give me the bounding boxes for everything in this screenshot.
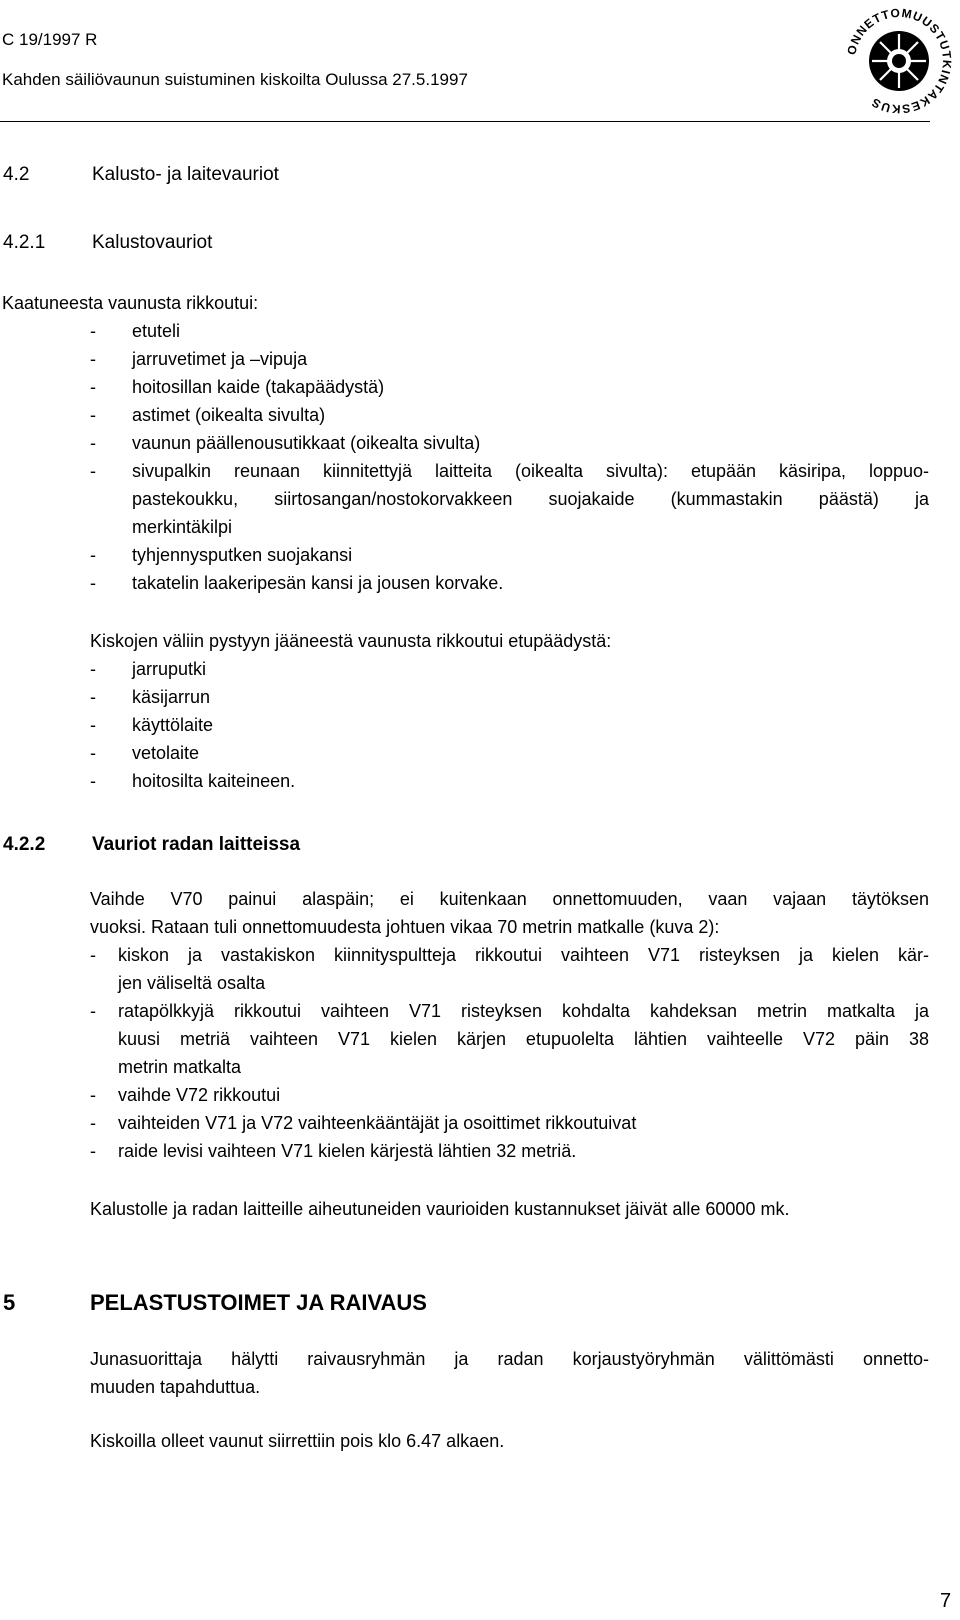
list-bullet: - xyxy=(90,461,96,481)
paragraph-line: Vaihde V70 painui alaspäin; ei kuitenkaan onnettomuuden, vaan vajaan täytöksen xyxy=(90,889,929,909)
list-item: ratapölkkyjä rikkoutui vaihteen V71 risteyksen kohdalta kahdeksan metrin matkalta ja xyxy=(118,1001,929,1021)
list-item: hoitosilta kaiteineen. xyxy=(132,771,296,791)
list-item: vaihde V72 rikkoutui xyxy=(118,1085,281,1105)
list-item: vaunun päällenousutikkaat (oikealta sivulta) xyxy=(132,433,481,453)
paragraph-line: vuoksi. Rataan tuli onnettomuudesta johtuen vikaa 70 metrin matkalle (kuva 2): xyxy=(90,917,720,937)
list-item: jarruvetimet ja –vipuja xyxy=(132,349,308,369)
list-item: kiskon ja vastakiskon kiinnityspultteja rikkoutui vaihteen V71 risteyksen ja kielen kär- xyxy=(118,945,929,965)
list-item: vaihteiden V71 ja V72 vaihteenkääntäjät ja osoittimet rikkoutuivat xyxy=(118,1113,637,1133)
section-number: 4.2 xyxy=(3,164,30,185)
onnettomuustutkintakeskus-seal-logo xyxy=(840,2,958,120)
list-item-continuation: merkintäkilpi xyxy=(132,517,233,537)
list-bullet: - xyxy=(90,715,96,735)
paragraph-line: muuden tapahduttua. xyxy=(90,1377,261,1397)
section-number: 5 xyxy=(3,1290,16,1315)
svg-text:ONNETTOMUUSTUTKINTAKESKUS: ONNETTOMUUSTUTKINTAKESKUS xyxy=(844,5,955,117)
list-item-continuation: kuusi metriä vaihteen V71 kielen kärjen etupuolelta lähtien vaihteelle V72 päin 38 xyxy=(118,1029,929,1049)
list-item: hoitosillan kaide (takapäädystä) xyxy=(132,377,385,397)
list-bullet: - xyxy=(90,573,96,593)
section-title: Vauriot radan laitteissa xyxy=(92,834,301,855)
list-item: raide levisi vaihteen V71 kielen kärjestä lähtien 32 metriä. xyxy=(118,1141,577,1161)
list-bullet: - xyxy=(90,433,96,453)
header-divider xyxy=(0,121,930,122)
list-bullet: - xyxy=(90,1113,96,1133)
document-id: C 19/1997 R xyxy=(2,30,98,49)
list-item-continuation: pastekoukku, siirtosangan/nostokorvakkeen suojakaide (kummastakin päästä) ja xyxy=(132,489,929,509)
list-bullet: - xyxy=(90,1001,96,1021)
list-item: käsijarrun xyxy=(132,687,211,707)
list-bullet: - xyxy=(90,321,96,341)
list-bullet: - xyxy=(90,945,96,965)
list-item: sivupalkin reunaan kiinnitettyjä laitteita (oikealta sivulta): etupään käsiripa, loppuo- xyxy=(132,461,929,481)
list-item-continuation: metrin matkalta xyxy=(118,1057,242,1077)
list-bullet: - xyxy=(90,1141,96,1161)
list-item: käyttölaite xyxy=(132,715,214,735)
list-bullet: - xyxy=(90,349,96,369)
paragraph: Kiskoilla olleet vaunut siirrettiin pois klo 6.47 alkaen. xyxy=(90,1431,505,1451)
section-number: 4.2.1 xyxy=(3,232,46,253)
list-bullet: - xyxy=(90,405,96,425)
paragraph-intro: Kaatuneesta vaunusta rikkoutui: xyxy=(2,293,259,313)
list-bullet: - xyxy=(90,771,96,791)
list-bullet: - xyxy=(90,1085,96,1105)
section-title: Kalusto- ja laitevauriot xyxy=(92,164,279,185)
list-bullet: - xyxy=(90,659,96,679)
list-bullet: - xyxy=(90,377,96,397)
section-title: PELASTUSTOIMET JA RAIVAUS xyxy=(90,1290,427,1315)
list-bullet: - xyxy=(90,687,96,707)
list-item: tyhjennysputken suojakansi xyxy=(132,545,353,565)
section-number: 4.2.2 xyxy=(3,834,46,855)
list-item: astimet (oikealta sivulta) xyxy=(132,405,326,425)
paragraph-intro: Kiskojen väliin pystyyn jääneestä vaunusta rikkoutui etupäädystä: xyxy=(90,631,612,651)
paragraph-line: Junasuorittaja hälytti raivausryhmän ja radan korjaustyöryhmän välittömästi onnetto- xyxy=(90,1349,929,1369)
section-title: Kalustovauriot xyxy=(92,232,213,253)
list-bullet: - xyxy=(90,545,96,565)
list-item: takatelin laakeripesän kansi ja jousen korvake. xyxy=(132,573,504,593)
list-item-continuation: jen väliseltä osalta xyxy=(118,973,266,993)
list-item: vetolaite xyxy=(132,743,200,763)
page-number: 7 xyxy=(940,1590,952,1612)
document-title: Kahden säiliövaunun suistuminen kiskoilta Oulussa 27.5.1997 xyxy=(2,70,468,89)
list-item: jarruputki xyxy=(132,659,207,679)
list-item: etuteli xyxy=(132,321,181,341)
cost-summary: Kalustolle ja radan laitteille aiheutuneiden vaurioiden kustannukset jäivät alle 60000 mk. xyxy=(90,1199,790,1219)
list-bullet: - xyxy=(90,743,96,763)
